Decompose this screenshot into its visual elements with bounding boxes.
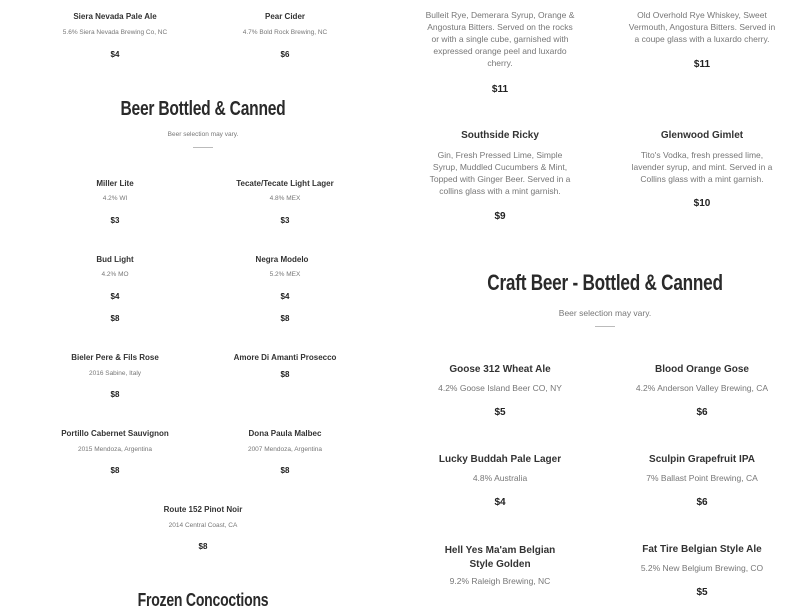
item-price: $8 xyxy=(198,542,208,551)
item-name: Negra Modelo xyxy=(255,255,309,264)
item-desc: 5.6% Siera Nevada Brewing Co, NC xyxy=(62,29,168,36)
item-desc: 4.8% MEX xyxy=(269,195,301,202)
item-price: $8 xyxy=(280,314,290,323)
item-price: $5 xyxy=(494,407,506,418)
item-name: Hell Yes Ma'am Belgian Style Golden xyxy=(444,545,556,570)
item-name: Glenwood Gimlet xyxy=(660,130,744,141)
item-name: Goose 312 Wheat Ale xyxy=(449,364,551,375)
item-name: Bieler Pere & Fils Rose xyxy=(71,353,159,362)
item-price: $11 xyxy=(693,59,711,70)
item-desc: 5.2% MEX xyxy=(269,271,301,278)
item-price: $5 xyxy=(696,587,708,598)
item-price: $8 xyxy=(280,370,290,379)
section-title: Frozen Concoctions xyxy=(137,590,269,610)
item-price: $4 xyxy=(494,497,506,508)
item-price: $11 xyxy=(491,84,509,95)
item-price: $8 xyxy=(110,466,120,475)
item-desc: 7% Ballast Point Brewing, CA xyxy=(646,473,758,483)
item-price: $4 xyxy=(110,292,120,301)
item-desc: Tito's Vodka, fresh pressed lime, lavender syrup, and mint. Served in a Collins glass with a mint garnish. xyxy=(631,150,773,184)
item-price: $6 xyxy=(696,407,708,418)
section-divider xyxy=(595,326,615,327)
item-desc: Old Overhold Rye Whiskey, Sweet Vermouth, Angostura Bitters. Served in a coupe glass with a luxardo cherry. xyxy=(628,10,776,44)
item-name: Blood Orange Gose xyxy=(655,364,749,375)
item-name: Bud Light xyxy=(96,255,134,264)
item-name: Portillo Cabernet Sauvignon xyxy=(61,429,169,438)
item-price: $3 xyxy=(110,216,120,225)
item-desc: Bulleit Rye, Demerara Syrup, Orange & Angostura Bitters. Served on the rocks or with a single cube, garnished with expressed orange peel and luxardo cherry. xyxy=(425,10,575,68)
item-price: $3 xyxy=(280,216,290,225)
item-name xyxy=(400,0,600,1)
item-price: $4 xyxy=(110,50,120,59)
section-title: Craft Beer - Bottled & Canned xyxy=(487,270,723,295)
section-subtitle: Beer selection may vary. xyxy=(167,131,239,138)
item-price: $8 xyxy=(280,466,290,475)
item-price: $4 xyxy=(280,292,290,301)
item-desc: 2014 Central Coast, CA xyxy=(168,522,238,529)
item-name: Siera Nevada Pale Ale xyxy=(73,12,157,21)
item-desc: 9.2% Raleigh Brewing, NC xyxy=(449,576,551,586)
section-title: Beer Bottled & Canned xyxy=(120,98,286,120)
item-name: Tecate/Tecate Light Lager xyxy=(236,179,334,188)
item-name: Dona Paula Malbec xyxy=(248,429,322,438)
item-desc: Gin, Fresh Pressed Lime, Simple Syrup, Muddled Cucumbers & Mint, Topped with Ginger Beer. Served in a collins glass with a mint garnish. xyxy=(429,150,571,196)
item-price: $6 xyxy=(280,50,290,59)
item-name: Amore Di Amanti Prosecco xyxy=(233,353,337,362)
item-name: Fat Tire Belgian Style Ale xyxy=(642,544,762,555)
item-name: Southside Ricky xyxy=(461,130,539,141)
item-desc: 4.2% WI xyxy=(102,195,128,202)
item-name: Lucky Buddah Pale Lager xyxy=(438,454,562,465)
item-price: $8 xyxy=(110,390,120,399)
section-divider xyxy=(193,147,213,148)
section-subtitle: Beer selection may vary. xyxy=(558,308,652,318)
item-name xyxy=(602,0,800,1)
item-price: $10 xyxy=(693,198,711,209)
item-desc: 4.8% Australia xyxy=(472,473,528,483)
item-desc: 2016 Sabine, Italy xyxy=(88,370,142,377)
item-desc: 2007 Mendoza, Argentina xyxy=(247,446,323,453)
item-desc: 2015 Mendoza, Argentina xyxy=(77,446,153,453)
item-desc: 4.2% Anderson Valley Brewing, CA xyxy=(635,383,769,393)
item-name: Route 152 Pinot Noir xyxy=(163,505,243,514)
item-price: $6 xyxy=(696,497,708,508)
item-name: Pear Cider xyxy=(264,12,306,21)
item-desc: 4.2% MO xyxy=(101,271,129,278)
item-name: Sculpin Grapefruit IPA xyxy=(649,454,755,465)
item-desc: 5.2% New Belgium Brewing, CO xyxy=(640,563,764,573)
item-price: $8 xyxy=(110,314,120,323)
item-desc: 4.7% Bold Rock Brewing, NC xyxy=(242,29,328,36)
item-price: $9 xyxy=(494,211,506,222)
item-name: Miller Lite xyxy=(96,179,134,188)
item-desc: 4.2% Goose Island Beer CO, NY xyxy=(438,383,562,393)
